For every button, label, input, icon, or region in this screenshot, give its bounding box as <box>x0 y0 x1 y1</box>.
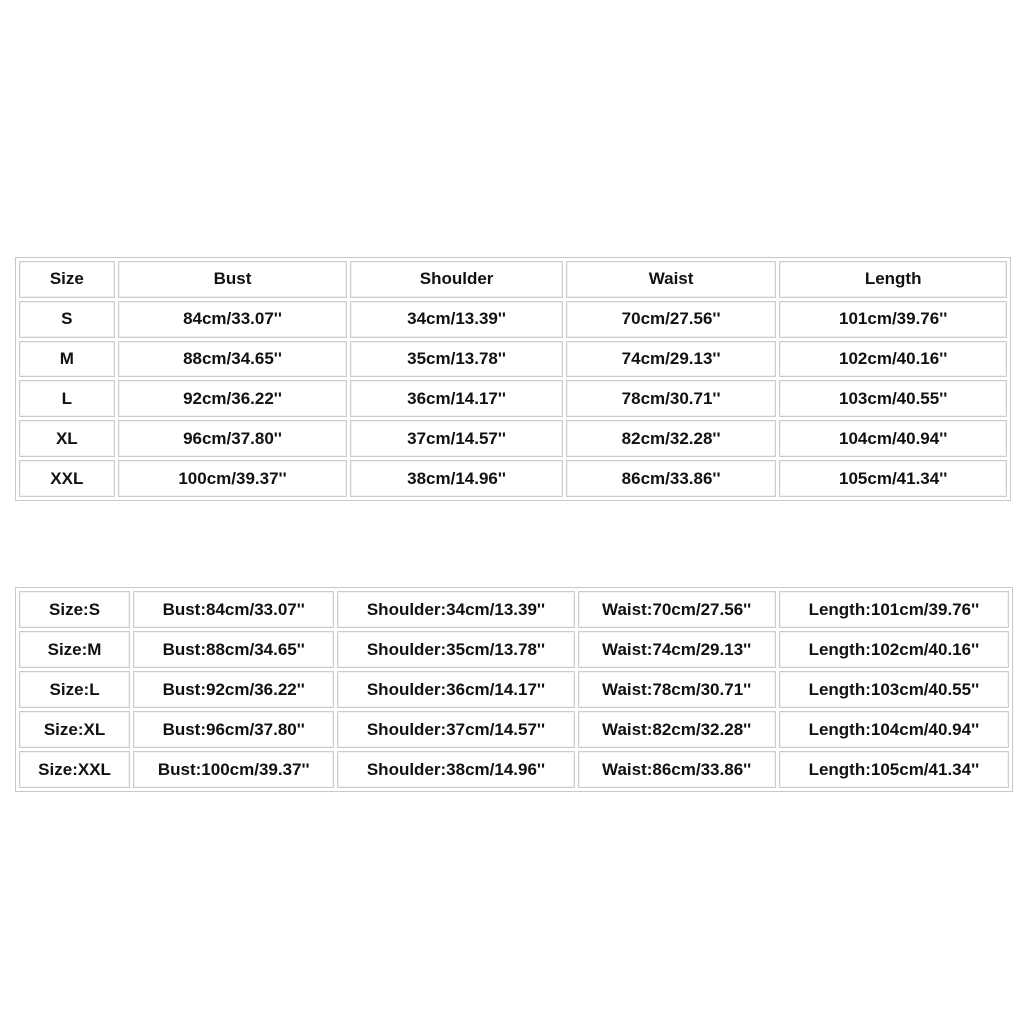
cell-waist: Waist:70cm/27.56'' <box>578 591 776 628</box>
cell-bust: Bust:92cm/36.22'' <box>133 671 334 708</box>
header-cell-waist: Waist <box>566 261 777 298</box>
cell-shoulder: 38cm/14.96'' <box>350 460 563 497</box>
table-row <box>19 711 1009 748</box>
cell-length: 102cm/40.16'' <box>779 341 1007 378</box>
cell-bust: 88cm/34.65'' <box>118 341 348 378</box>
cell-length: Length:101cm/39.76'' <box>779 591 1009 628</box>
cell-shoulder: Shoulder:37cm/14.57'' <box>337 711 574 748</box>
table-row <box>19 591 1009 628</box>
cell-waist: Waist:86cm/33.86'' <box>578 751 776 788</box>
cell-waist: 78cm/30.71'' <box>566 380 777 417</box>
cell-waist: Waist:74cm/29.13'' <box>578 631 776 668</box>
cell-shoulder: 35cm/13.78'' <box>350 341 563 378</box>
cell-size: Size:XL <box>19 711 130 748</box>
cell-bust: Bust:84cm/33.07'' <box>133 591 334 628</box>
table-row <box>19 751 1009 788</box>
cell-size: Size:S <box>19 591 130 628</box>
cell-shoulder: Shoulder:38cm/14.96'' <box>337 751 574 788</box>
cell-shoulder: 36cm/14.17'' <box>350 380 563 417</box>
table-row <box>19 301 1007 338</box>
cell-shoulder: Shoulder:36cm/14.17'' <box>337 671 574 708</box>
cell-bust: Bust:88cm/34.65'' <box>133 631 334 668</box>
header-cell-shoulder: Shoulder <box>350 261 563 298</box>
cell-length: Length:105cm/41.34'' <box>779 751 1009 788</box>
cell-waist: 70cm/27.56'' <box>566 301 777 338</box>
cell-length: 101cm/39.76'' <box>779 301 1007 338</box>
cell-size: Size:L <box>19 671 130 708</box>
cell-waist: 82cm/32.28'' <box>566 420 777 457</box>
cell-shoulder: Shoulder:35cm/13.78'' <box>337 631 574 668</box>
table-row <box>19 380 1007 417</box>
cell-shoulder: Shoulder:34cm/13.39'' <box>337 591 574 628</box>
cell-shoulder: 34cm/13.39'' <box>350 301 563 338</box>
cell-size: Size:M <box>19 631 130 668</box>
table-row <box>19 631 1009 668</box>
cell-length: 103cm/40.55'' <box>779 380 1007 417</box>
cell-size: M <box>19 341 115 378</box>
cell-size: Size:XXL <box>19 751 130 788</box>
cell-bust: 84cm/33.07'' <box>118 301 348 338</box>
cell-waist: Waist:78cm/30.71'' <box>578 671 776 708</box>
cell-shoulder: 37cm/14.57'' <box>350 420 563 457</box>
header-cell-size: Size <box>19 261 115 298</box>
cell-size: L <box>19 380 115 417</box>
cell-length: 104cm/40.94'' <box>779 420 1007 457</box>
cell-waist: 86cm/33.86'' <box>566 460 777 497</box>
header-cell-length: Length <box>779 261 1007 298</box>
cell-bust: 96cm/37.80'' <box>118 420 348 457</box>
header-cell-bust: Bust <box>118 261 348 298</box>
cell-bust: 92cm/36.22'' <box>118 380 348 417</box>
cell-bust: Bust:96cm/37.80'' <box>133 711 334 748</box>
cell-waist: Waist:82cm/32.28'' <box>578 711 776 748</box>
table-row <box>19 671 1009 708</box>
cell-size: XXL <box>19 460 115 497</box>
cell-length: Length:102cm/40.16'' <box>779 631 1009 668</box>
cell-waist: 74cm/29.13'' <box>566 341 777 378</box>
size-chart-table-bottom <box>15 587 1013 792</box>
cell-length: 105cm/41.34'' <box>779 460 1007 497</box>
table-row <box>19 341 1007 378</box>
cell-bust: 100cm/39.37'' <box>118 460 348 497</box>
table-row <box>19 420 1007 457</box>
cell-size: XL <box>19 420 115 457</box>
size-chart-table-top <box>15 257 1011 501</box>
table-row <box>19 460 1007 497</box>
table-header-row <box>19 261 1007 298</box>
cell-length: Length:103cm/40.55'' <box>779 671 1009 708</box>
cell-length: Length:104cm/40.94'' <box>779 711 1009 748</box>
cell-size: S <box>19 301 115 338</box>
cell-bust: Bust:100cm/39.37'' <box>133 751 334 788</box>
